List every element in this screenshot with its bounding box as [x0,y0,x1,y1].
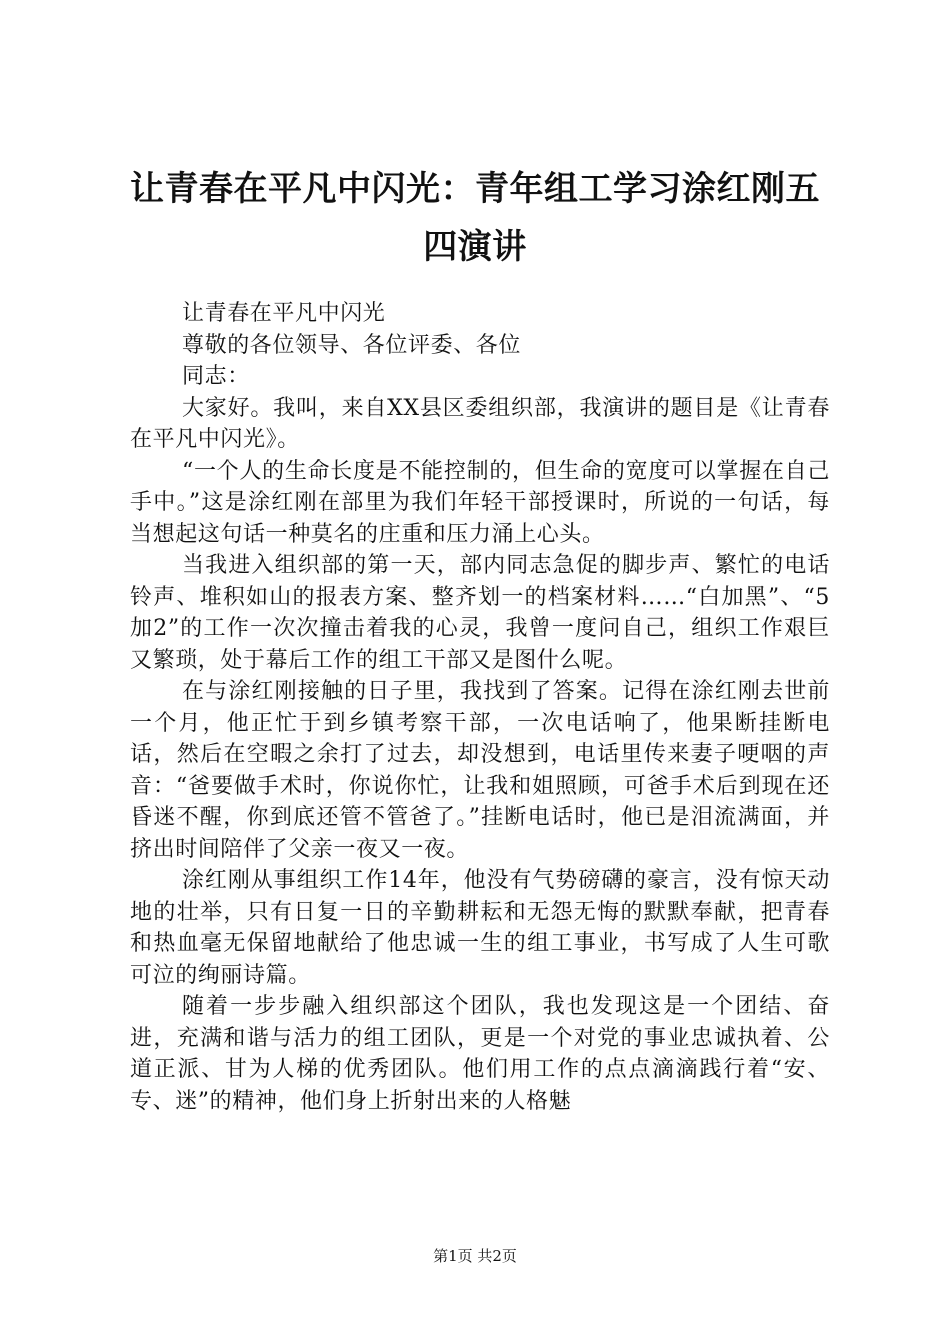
page-number-footer: 第1页 共2页 [433,1247,517,1265]
document-title: 让青春在平凡中闪光：青年组工学习涂红刚五四演讲 [130,169,820,267]
paragraph-first-day: 当我进入组织部的第一天，部内同志急促的脚步声、繁忙的电话铃声、堆积如山的报表方案、整齐划一的档案材料……“白加黑”、“5加2”的工作一次次撞击着我的心灵，我曾一度问自己，组织工作艰巨又繁琐，处于幕后工作的组工干部又是图什么呢。 [130,553,830,673]
document-body [130,298,830,1117]
paragraph-greeting-line-2: 同志： [182,364,250,389]
paragraph-answer: 在与涂红刚接触的日子里，我找到了答案。记得在涂红刚去世前一个月，他正忙于到乡镇考察干部，一次电话响了，他果断挂断电话，然后在空暇之余打了过去，却没想到，电话里传来妻子哽咽的声音：“爸要做手术时，你说你忙，让我和姐照顾，可爸手术后到现在还昏迷不醒，你到底还管不管爸了。”挂断电话时，他已是泪流满面，并挤出时间陪伴了父亲一夜又一夜。 [130,679,830,862]
paragraph-team: 随着一步步融入组织部这个团队，我也发现这是一个团结、奋进，充满和谐与活力的组工团队，更是一个对党的事业忠诚执着、公道正派、甘为人梯的优秀团队。他们用工作的点点滴滴践行着“安、专、迷”的精神，他们身上折射出来的人格魅 [130,994,830,1114]
paragraph-quote: “一个人的生命长度是不能控制的，但生命的宽度可以掌握在自己手中。”这是涂红刚在部里为我们年轻干部授课时，所说的一句话，每当想起这句话一种莫名的庄重和压力涌上心头。 [130,458,830,547]
paragraph-dedication: 涂红刚从事组织工作14年，他没有气势磅礴的豪言，没有惊天动地的壮举，只有日复一日的辛勤耕耘和无怨无悔的默默奉献，把青春和热血毫无保留地献给了他忠诚一生的组工事业，书写成了人生可歌可泣的绚丽诗篇。 [130,868,830,988]
paragraph-subtitle: 让青春在平凡中闪光 [182,301,386,326]
paragraph-introduction: 大家好。我叫，来自XX县区委组织部，我演讲的题目是《让青春在平凡中闪光》。 [130,395,830,452]
paragraph-greeting-line-1: 尊敬的各位领导、各位评委、各位 [182,332,522,358]
